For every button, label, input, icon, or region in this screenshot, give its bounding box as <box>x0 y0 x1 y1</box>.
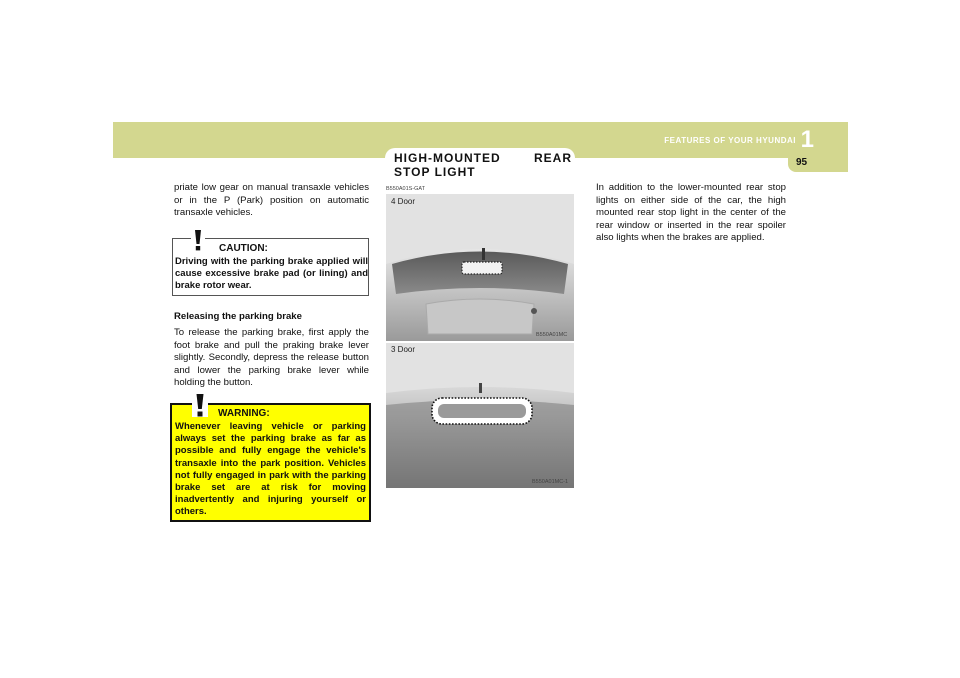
caution-box <box>172 238 369 296</box>
photo-3door-label: 3 Door <box>391 345 416 354</box>
releasing-heading: Releasing the parking brake <box>174 311 302 322</box>
caution-title: CAUTION: <box>219 243 268 254</box>
photo-4door <box>386 194 574 341</box>
car-rear-4door-illustration <box>386 194 574 341</box>
chapter-number: 1 <box>800 126 814 153</box>
page-number: 95 <box>796 157 808 168</box>
releasing-body: To release the parking brake, first apply the foot brake and pull the praking brake lever slightly. Secondly, depress the release button and lower the parking brake lever while holding the button. <box>174 327 369 389</box>
section-code: B550A01S-GAT <box>386 186 426 192</box>
warning-exclamation-icon <box>192 393 208 417</box>
section-title-line1: HIGH-MOUNTED REAR <box>394 151 572 165</box>
photo-4door-code: B550A01MC <box>536 332 568 338</box>
photo-4door-label: 4 Door <box>391 197 416 206</box>
photo-3door-code: B550A01MC-1 <box>532 479 569 485</box>
photo-3door <box>386 343 574 488</box>
chapter-label: FEATURES OF YOUR HYUNDAI <box>664 136 796 145</box>
section-title-line2: STOP LIGHT <box>394 165 476 179</box>
right-column-body: In addition to the lower-mounted rear stop lights on either side of the car, the high mounted rear stop light in the center of the rear window or inserted in the rear spoiler also lights when the brakes are applied. <box>596 182 786 244</box>
car-rear-3door-illustration <box>386 343 574 488</box>
caution-exclamation-icon <box>191 229 205 251</box>
caution-body: Driving with the parking brake applied will cause excessive brake pad (or lining) and brake rotor wear. <box>175 256 368 292</box>
warning-box <box>170 403 371 522</box>
warning-body: Whenever leaving vehicle or parking always set the parking brake as far as possible and fully engage the vehicle's transaxle into the park position. Vehicles not fully engaged in park with the parking brake set are at risk for moving inadvertently and injuring yourself or others. <box>175 421 366 518</box>
warning-title: WARNING: <box>218 408 270 419</box>
intro-text: priate low gear on manual transaxle vehicles or in the P (Park) position on automatic transaxle vehicles. <box>174 182 369 219</box>
